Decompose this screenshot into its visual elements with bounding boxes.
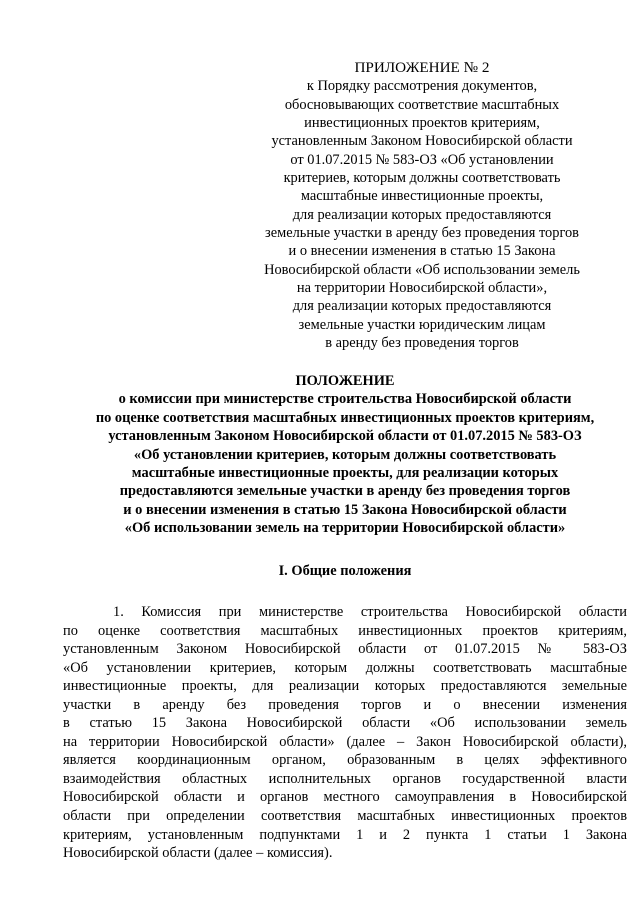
appendix-line: на территории Новосибирской области», bbox=[296, 280, 548, 297]
appendix-line: критериев, которым должны соответствовать bbox=[283, 170, 561, 187]
appendix-line: для реализации которых предоставляются bbox=[292, 206, 552, 223]
appendix-line: обосновывающих соответствие масштабных bbox=[284, 96, 560, 113]
heading-line: о комиссии при министерстве строительства Новосибирской области bbox=[118, 391, 572, 408]
appendix-block bbox=[244, 59, 600, 353]
appendix-line: земельные участки в аренду без проведения торгов bbox=[265, 225, 579, 242]
appendix-line: в аренду без проведения торгов bbox=[325, 335, 519, 352]
appendix-line: от 01.07.2015 № 583-ОЗ «Об установлении bbox=[290, 151, 554, 168]
appendix-line: земельные участки юридическим лицам bbox=[298, 316, 546, 333]
paragraph-line: в статью 15 Закона Новосибирской области «Об использовании земель bbox=[63, 715, 627, 732]
heading-line: масштабные инвестиционные проекты, для реализации которых bbox=[131, 465, 559, 482]
appendix-line: для реализации которых предоставляются bbox=[292, 298, 552, 315]
appendix-line: инвестиционных проектов критериям, bbox=[304, 115, 540, 132]
paragraph-line: критериям, установленным подпунктами 1 и 2 пункта 1 статьи 1 Закона bbox=[63, 826, 627, 843]
heading-line: по оценке соответствия масштабных инвестиционных проектов критериям, bbox=[95, 409, 595, 426]
heading-line: предоставляются земельные участки в аренду без проведения торгов bbox=[119, 483, 571, 500]
appendix-line: к Порядку рассмотрения документов, bbox=[306, 78, 538, 95]
paragraph-line: по оценке соответствия масштабных инвестиционных проектов критериям, bbox=[63, 622, 627, 639]
appendix-line: и о внесении изменения в статью 15 Закона bbox=[288, 243, 556, 260]
paragraph-line: Новосибирской области и органов местного самоуправления в Новосибирской bbox=[63, 789, 627, 806]
paragraph-line: взаимодействия областных исполнительных органов государственной власти bbox=[63, 770, 627, 787]
paragraph-line: является координационным органом, образованным в целях эффективного bbox=[63, 752, 627, 769]
regulation-heading bbox=[60, 372, 630, 538]
heading-line: установленным Законом Новосибирской области от 01.07.2015 № 583-ОЗ bbox=[108, 428, 582, 445]
paragraph-line: инвестиционные проекты, для реализации которых предоставляются земельные bbox=[63, 678, 627, 695]
section-title: I. Общие положения bbox=[278, 563, 412, 579]
paragraph-line: «Об установлении критериев, которым должны соответствовать масштабные bbox=[63, 659, 627, 676]
paragraph-line: установленным Законом Новосибирской области от 01.07.2015 № 583-ОЗ bbox=[63, 641, 627, 658]
paragraph-line: Новосибирской области (далее – комиссия). bbox=[63, 845, 333, 862]
appendix-line: Новосибирской области «Об использовании земель bbox=[264, 261, 580, 278]
appendix-title: ПРИЛОЖЕНИЕ № 2 bbox=[354, 59, 490, 76]
appendix-line: масштабные инвестиционные проекты, bbox=[300, 188, 544, 205]
heading-line: и о внесении изменения в статью 15 Закона Новосибирской области bbox=[123, 501, 567, 518]
appendix-line: установленным Законом Новосибирской области bbox=[271, 133, 573, 150]
paragraph-line: области при определении соответствия масштабных инвестиционных проектов bbox=[63, 808, 627, 825]
paragraph-line: 1. Комиссия при министерстве строительства Новосибирской области bbox=[113, 604, 627, 620]
heading-line: «Об установлении критериев, которым должны соответствовать bbox=[133, 446, 557, 463]
paragraph-line: на территории Новосибирской области» (далее – Закон Новосибирской области), bbox=[63, 733, 627, 750]
heading-line: «Об использовании земель на территории Новосибирской области» bbox=[124, 520, 566, 537]
paragraph-1 bbox=[63, 603, 627, 863]
regulation-title: ПОЛОЖЕНИЕ bbox=[295, 373, 395, 389]
paragraph-line: участки в аренду без проведения торгов и о внесении изменения bbox=[63, 696, 627, 713]
